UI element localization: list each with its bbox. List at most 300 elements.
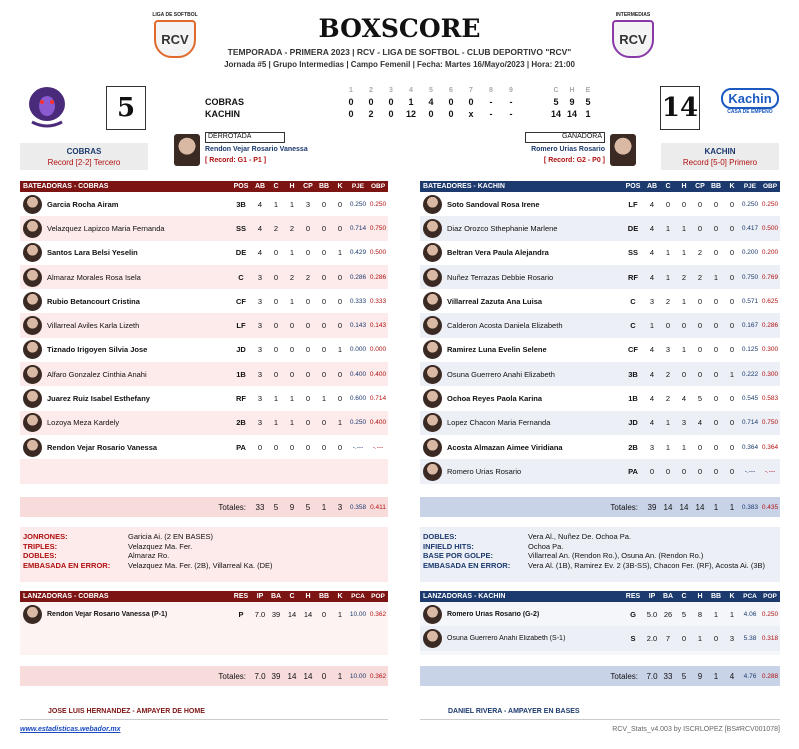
stat-cell: 3 bbox=[257, 369, 263, 379]
stat-cell: 0 bbox=[681, 321, 687, 331]
player-photo bbox=[423, 243, 442, 262]
obp-cell: 0.750 bbox=[369, 224, 387, 232]
kachin-logo: Kachin CASA DE EMPEÑO bbox=[720, 88, 780, 128]
player-name: Rendon Vejar Rosario Vanessa bbox=[47, 442, 158, 452]
rhe-value: 9 bbox=[569, 97, 575, 107]
inning-number: 2 bbox=[369, 87, 373, 94]
stat-cell: 2 bbox=[665, 394, 671, 404]
stat-cell: 14 bbox=[287, 609, 297, 619]
avg-cell: 0.167 bbox=[741, 322, 759, 330]
player-photo bbox=[23, 340, 42, 359]
stat-cell: 0 bbox=[713, 633, 719, 643]
table-row bbox=[20, 313, 388, 337]
player-name: Rendon Vejar Rosario Vanessa (P-1) bbox=[47, 610, 168, 618]
avg-cell: 0.125 bbox=[741, 346, 759, 354]
avg-cell: -.--- bbox=[352, 443, 364, 451]
stat-cell: 2 bbox=[665, 369, 671, 379]
stat-cell: 0 bbox=[273, 369, 279, 379]
obp-cell: 0.500 bbox=[761, 224, 779, 232]
inning-score: 0 bbox=[468, 97, 474, 107]
stat-cell: 0 bbox=[697, 296, 703, 306]
note-label: INFIELD HITS: bbox=[423, 541, 474, 551]
stat-cell: 0 bbox=[305, 296, 311, 306]
stat-cell: 0 bbox=[649, 466, 655, 476]
position: P bbox=[238, 609, 244, 619]
stat-cell: 0 bbox=[713, 442, 719, 452]
player-name: Ramirez Luna Evelin Selene bbox=[447, 345, 547, 355]
player-name: Diaz Orozco Sthephanie Marlene bbox=[447, 223, 558, 233]
avg-cell: 0.333 bbox=[349, 297, 367, 305]
obp-cell: 0.286 bbox=[761, 322, 779, 330]
total-cell: 0.358 bbox=[349, 503, 367, 511]
stat-cell: 1 bbox=[337, 418, 343, 428]
stat-cell: 4 bbox=[649, 272, 655, 282]
inning-number: 9 bbox=[509, 87, 513, 94]
position: 1B bbox=[628, 394, 638, 404]
player-photo bbox=[23, 195, 42, 214]
avg-cell: 5.38 bbox=[743, 634, 757, 642]
stat-cell: 0 bbox=[321, 272, 327, 282]
avg-cell: 10.00 bbox=[349, 610, 367, 618]
total-cell: 7.0 bbox=[646, 671, 658, 681]
position: 2B bbox=[628, 442, 638, 452]
table-row bbox=[420, 241, 780, 265]
total-cell: 14 bbox=[663, 502, 673, 512]
table-row bbox=[420, 435, 780, 459]
stat-cell: 0 bbox=[729, 466, 735, 476]
player-name: Beltran Vera Paula Alejandra bbox=[447, 248, 549, 258]
stat-cell: 1 bbox=[289, 394, 295, 404]
loser-photo bbox=[174, 134, 200, 166]
stat-cell: 1 bbox=[273, 394, 279, 404]
note-row bbox=[23, 551, 385, 561]
position: S bbox=[630, 633, 636, 643]
obp-cell: 0.143 bbox=[369, 322, 387, 330]
position: 3B bbox=[236, 199, 246, 209]
stat-cell: 1 bbox=[289, 199, 295, 209]
stat-cell: 0 bbox=[305, 248, 311, 258]
table-row bbox=[420, 289, 780, 313]
stat-cell: 4 bbox=[681, 394, 687, 404]
table-row bbox=[20, 411, 388, 435]
total-cell: 5 bbox=[681, 671, 687, 681]
stat-cell: 4 bbox=[697, 418, 703, 428]
stat-cell: 1 bbox=[273, 418, 279, 428]
stat-cell: 0 bbox=[273, 248, 279, 258]
stat-cell: 14 bbox=[303, 609, 313, 619]
player-photo bbox=[23, 413, 42, 432]
table-row bbox=[20, 602, 388, 626]
note-value: Almaraz Ro. bbox=[128, 551, 170, 560]
stat-cell: 1 bbox=[697, 633, 703, 643]
inning-number: 4 bbox=[409, 87, 413, 94]
stat-cell: 4 bbox=[649, 394, 655, 404]
winner-photo bbox=[610, 134, 636, 166]
inning-number: 7 bbox=[469, 87, 473, 94]
away-team-name: COBRAS bbox=[66, 147, 102, 156]
avg-cell: 0.545 bbox=[741, 395, 759, 403]
stat-cell: 0 bbox=[305, 418, 311, 428]
obp-cell: -.--- bbox=[764, 467, 776, 475]
note-row bbox=[423, 542, 777, 552]
player-name: Velazquez Lapizco Maria Fernanda bbox=[47, 223, 165, 233]
home-team-name: KACHIN bbox=[704, 147, 736, 156]
stat-cell: 3 bbox=[649, 296, 655, 306]
stat-cell: 0 bbox=[305, 394, 311, 404]
group-logo: INTERMEDIAS RCV bbox=[608, 12, 658, 60]
stat-cell: 1 bbox=[337, 609, 343, 619]
position: LF bbox=[628, 199, 638, 209]
table-row bbox=[420, 386, 780, 410]
stat-cell: 4 bbox=[649, 223, 655, 233]
inning-number: 1 bbox=[349, 87, 353, 94]
total-cell: 0.411 bbox=[370, 503, 386, 511]
stat-cell: 0 bbox=[305, 345, 311, 355]
inning-score: - bbox=[509, 109, 513, 119]
position: 2B bbox=[236, 418, 246, 428]
stat-cell: 1 bbox=[681, 296, 687, 306]
total-cell: 5 bbox=[273, 502, 279, 512]
inning-score: - bbox=[509, 97, 513, 107]
position: JD bbox=[236, 345, 246, 355]
position: DE bbox=[627, 223, 639, 233]
avg-cell: 0.250 bbox=[741, 200, 759, 208]
player-photo bbox=[23, 268, 42, 287]
inning-score: x bbox=[468, 109, 474, 119]
player-photo bbox=[23, 605, 42, 624]
stat-cell: 1 bbox=[289, 418, 295, 428]
total-cell: 14 bbox=[679, 502, 689, 512]
total-cell: 0.435 bbox=[761, 503, 779, 511]
inning-score: 0 bbox=[368, 97, 374, 107]
player-photo bbox=[23, 365, 42, 384]
player-name: Soto Sandoval Rosa Irene bbox=[447, 199, 540, 209]
home-batting-rows bbox=[420, 192, 780, 484]
player-name: Ochoa Reyes Paola Karina bbox=[447, 394, 543, 404]
table-row bbox=[420, 362, 780, 386]
player-name: Osuna Guerrero Anahi Elizabeth bbox=[447, 369, 555, 379]
stat-cell: 3 bbox=[257, 345, 263, 355]
table-row bbox=[420, 459, 780, 483]
note-value: Vera Al. (1B), Ramirez Ev. 2 (3B-SS), Chacon Fer. (RF), Acosta Ai. (3B) bbox=[528, 560, 766, 570]
rhe-value: 5 bbox=[585, 97, 591, 107]
stat-cell: 0 bbox=[289, 345, 295, 355]
stat-cell: 4 bbox=[649, 345, 655, 355]
avg-cell: 0.750 bbox=[741, 273, 759, 281]
stat-cell: 2 bbox=[273, 223, 279, 233]
stat-cell: 3 bbox=[729, 633, 735, 643]
stat-cell: 0 bbox=[713, 369, 719, 379]
inning-score: 0 bbox=[428, 109, 434, 119]
player-name: Juarez Ruiz Isabel Esthefany bbox=[47, 394, 150, 404]
home-notes bbox=[420, 527, 780, 582]
player-name: Osuna Guerrero Anahi Elizabeth (S-1) bbox=[447, 634, 566, 642]
note-row bbox=[423, 551, 777, 561]
inning-score: 2 bbox=[368, 109, 374, 119]
position: CF bbox=[628, 345, 638, 355]
obp-cell: 0.500 bbox=[369, 249, 387, 257]
total-cell: 9 bbox=[697, 671, 703, 681]
avg-cell: 0.714 bbox=[349, 224, 367, 232]
inning-score: 4 bbox=[428, 97, 434, 107]
player-photo bbox=[423, 292, 442, 311]
stat-cell: 0 bbox=[697, 442, 703, 452]
home-batting-table bbox=[420, 181, 780, 484]
note-label: TRIPLES: bbox=[23, 541, 58, 551]
player-photo bbox=[23, 438, 42, 457]
stat-cell: 0 bbox=[729, 394, 735, 404]
stat-cell: 2 bbox=[665, 296, 671, 306]
total-cell: 14 bbox=[303, 671, 313, 681]
stat-cell: 3 bbox=[257, 321, 263, 331]
table-row bbox=[20, 386, 388, 410]
player-photo bbox=[423, 413, 442, 432]
table-row bbox=[420, 602, 780, 626]
player-photo bbox=[23, 316, 42, 335]
home-score: 14 bbox=[660, 86, 700, 130]
rhe-label: E bbox=[585, 87, 591, 94]
bases-umpire: DANIEL RIVERA - AMPAYER EN BASES bbox=[420, 708, 780, 720]
position: DE bbox=[235, 248, 247, 258]
stat-cell: 3 bbox=[257, 418, 263, 428]
stat-cell: 0 bbox=[289, 321, 295, 331]
stat-cell: 0 bbox=[681, 633, 687, 643]
table-row bbox=[420, 265, 780, 289]
total-cell: 5 bbox=[305, 502, 311, 512]
table-row bbox=[420, 411, 780, 435]
inning-number: 3 bbox=[389, 87, 393, 94]
player-name: Nuñez Terrazas Debbie Rosario bbox=[447, 272, 554, 282]
stat-cell: 2 bbox=[289, 272, 295, 282]
group-shield-icon: RCV bbox=[612, 20, 654, 58]
player-name: Acosta Almazan Aimee Viridiana bbox=[447, 442, 563, 452]
winner-record: [ Record: G2 - P0 ] bbox=[543, 157, 605, 164]
stat-cell: 4 bbox=[649, 369, 655, 379]
stat-cell: 7.0 bbox=[254, 609, 266, 619]
empty-row bbox=[20, 459, 388, 483]
stat-cell: 0 bbox=[337, 442, 343, 452]
total-cell: 1 bbox=[713, 671, 719, 681]
away-pitching-table bbox=[20, 591, 388, 655]
position: PA bbox=[236, 442, 246, 452]
stat-cell: 0 bbox=[321, 199, 327, 209]
player-photo bbox=[423, 629, 442, 648]
total-cell: 1 bbox=[729, 502, 735, 512]
away-team-card bbox=[20, 143, 148, 170]
rhe-value: 5 bbox=[553, 97, 559, 107]
avg-cell: 0.714 bbox=[741, 419, 759, 427]
total-cell: 7.0 bbox=[254, 671, 266, 681]
stat-cell: 1 bbox=[729, 609, 735, 619]
total-cell: 33 bbox=[255, 502, 265, 512]
player-photo bbox=[423, 389, 442, 408]
player-name: Almaraz Morales Rosa Isela bbox=[47, 272, 141, 282]
stat-cell: 0 bbox=[713, 466, 719, 476]
player-name: Villarreal Zazuta Ana Luisa bbox=[447, 296, 543, 306]
player-name: Villarreal Aviles Karla Lizeth bbox=[47, 321, 140, 331]
league-shield-icon: RCV bbox=[154, 20, 196, 58]
loser-name: Rendon Vejar Rosario Vanessa bbox=[205, 146, 308, 153]
player-photo bbox=[423, 462, 442, 481]
obp-cell: 0.400 bbox=[369, 370, 387, 378]
avg-cell: 0.600 bbox=[349, 395, 367, 403]
home-pitching-header: LANZADORAS - KACHIN RES IP BA C H BB K PCA POP bbox=[420, 591, 780, 602]
inning-score: - bbox=[489, 109, 493, 119]
stat-cell: 2 bbox=[681, 272, 687, 282]
stat-cell: 1 bbox=[681, 345, 687, 355]
stat-cell: 0 bbox=[713, 199, 719, 209]
loser-record: [ Record: G1 - P1 ] bbox=[205, 157, 267, 164]
home-batting-totals bbox=[420, 497, 780, 517]
stat-cell: 0 bbox=[729, 442, 735, 452]
stat-cell: 0 bbox=[337, 296, 343, 306]
rhe-label: C bbox=[553, 87, 559, 94]
website-link[interactable]: www.estadisticas.webador.mx bbox=[20, 726, 121, 733]
avg-cell: 0.364 bbox=[741, 443, 759, 451]
stat-cell: 0 bbox=[305, 321, 311, 331]
avg-cell: 0.250 bbox=[349, 419, 367, 427]
position: C bbox=[238, 272, 244, 282]
stat-cell: 8 bbox=[697, 609, 703, 619]
avg-cell: 0.571 bbox=[741, 297, 759, 305]
away-team-record: Record [2-2] Tercero bbox=[47, 158, 121, 167]
away-score: 5 bbox=[106, 86, 146, 130]
player-name: Lozoya Meza Kardely bbox=[47, 418, 120, 428]
position: LF bbox=[236, 321, 246, 331]
home-team-record: Record [5-0] Primero bbox=[682, 158, 758, 167]
table-row bbox=[20, 192, 388, 216]
inning-header bbox=[345, 87, 525, 95]
stat-cell: 0 bbox=[729, 199, 735, 209]
rhe-value: 14 bbox=[566, 109, 577, 119]
stat-cell: 2.0 bbox=[646, 633, 658, 643]
stat-cell: 7 bbox=[665, 633, 671, 643]
home-pitching-rows bbox=[420, 602, 780, 651]
player-photo bbox=[423, 219, 442, 238]
stat-cell: 0 bbox=[321, 223, 327, 233]
avg-cell: 0.250 bbox=[349, 200, 367, 208]
page-title: BOXSCORE bbox=[318, 14, 481, 43]
position: C bbox=[630, 321, 636, 331]
stat-cell: 3 bbox=[257, 394, 263, 404]
total-cell: 1 bbox=[337, 671, 343, 681]
season-line: TEMPORADA - PRIMERA 2023 | RCV - LIGA DE SOFTBOL - CLUB DEPORTIVO "RCV" bbox=[227, 47, 572, 57]
stat-cell: 0 bbox=[697, 345, 703, 355]
stat-cell: 0 bbox=[729, 272, 735, 282]
stat-cell: 0 bbox=[321, 418, 327, 428]
home-umpire: JOSE LUIS HERNANDEZ - AMPAYER DE HOME bbox=[20, 708, 388, 720]
obp-cell: 0.200 bbox=[761, 249, 779, 257]
stat-cell: 0 bbox=[713, 394, 719, 404]
stat-cell: 0 bbox=[289, 442, 295, 452]
player-name: Santos Lara Belsi Yeselin bbox=[47, 248, 138, 258]
stat-cell: 1 bbox=[337, 248, 343, 258]
version-text: RCV_Stats_v4.003 by ISCRLOPEZ [BS#RCV001078] bbox=[612, 726, 780, 733]
inning-score: 0 bbox=[348, 109, 354, 119]
loser-label: DERROTADA bbox=[205, 132, 285, 143]
obp-cell: 0.250 bbox=[761, 610, 779, 618]
note-row bbox=[23, 542, 385, 552]
player-name: Tiznado Irigoyen Silvia Jose bbox=[47, 345, 148, 355]
position: RF bbox=[628, 272, 638, 282]
stat-cell: 0 bbox=[697, 369, 703, 379]
stat-cell: 0 bbox=[681, 466, 687, 476]
stat-cell: 4 bbox=[257, 248, 263, 258]
stat-cell: 1 bbox=[729, 369, 735, 379]
player-name: Rubio Betancourt Cristina bbox=[47, 296, 140, 306]
note-label: JONRONES: bbox=[23, 532, 68, 541]
rhe-label: H bbox=[569, 87, 575, 94]
position: C bbox=[630, 296, 636, 306]
stat-cell: 39 bbox=[271, 609, 281, 619]
inning-score: 1 bbox=[408, 97, 414, 107]
stat-cell: 1 bbox=[649, 321, 655, 331]
stat-cell: 2 bbox=[305, 272, 311, 282]
stat-cell: 0 bbox=[257, 442, 263, 452]
stat-cell: 3 bbox=[305, 199, 311, 209]
total-cell: 1 bbox=[321, 502, 327, 512]
table-row bbox=[20, 241, 388, 265]
player-name: Calderon Acosta Daniela Elizabeth bbox=[447, 321, 563, 331]
stat-cell: 0 bbox=[713, 223, 719, 233]
stat-cell: 4 bbox=[649, 418, 655, 428]
stat-cell: 0 bbox=[337, 272, 343, 282]
stat-cell: 1 bbox=[665, 272, 671, 282]
avg-cell: 0.000 bbox=[349, 346, 367, 354]
stat-cell: 3 bbox=[681, 418, 687, 428]
stat-cell: 0 bbox=[273, 345, 279, 355]
stat-cell: 26 bbox=[663, 609, 673, 619]
linescore bbox=[205, 87, 591, 123]
stat-cell: 3 bbox=[649, 442, 655, 452]
note-row bbox=[423, 532, 777, 542]
stat-cell: 1 bbox=[665, 418, 671, 428]
away-notes bbox=[20, 527, 388, 582]
player-name: Romero Urias Rosario (G-2) bbox=[447, 610, 540, 618]
avg-cell: 4.06 bbox=[743, 610, 757, 618]
table-row bbox=[20, 362, 388, 386]
table-row bbox=[20, 435, 388, 459]
stat-cell: 0 bbox=[713, 296, 719, 306]
note-value: Ochoa Pa. bbox=[528, 541, 564, 551]
obp-cell: -.--- bbox=[372, 443, 384, 451]
player-photo bbox=[423, 605, 442, 624]
stat-cell: 0 bbox=[321, 369, 327, 379]
obp-cell: 0.250 bbox=[761, 200, 779, 208]
stat-cell: 0 bbox=[305, 223, 311, 233]
note-value: Vera Al., Nuñez De. Ochoa Pa. bbox=[528, 532, 631, 541]
player-photo bbox=[423, 316, 442, 335]
stat-cell: 5 bbox=[681, 609, 687, 619]
position: CF bbox=[236, 296, 246, 306]
total-cell: 4 bbox=[729, 671, 735, 681]
stat-cell: 0 bbox=[321, 321, 327, 331]
total-cell: 0 bbox=[321, 671, 327, 681]
total-cell: 0.383 bbox=[741, 503, 759, 511]
obp-cell: 0.250 bbox=[369, 200, 387, 208]
table-row bbox=[20, 265, 388, 289]
player-photo bbox=[423, 438, 442, 457]
player-photo bbox=[23, 389, 42, 408]
rhe-header bbox=[550, 87, 600, 95]
obp-cell: 0.625 bbox=[761, 297, 779, 305]
note-row bbox=[423, 561, 777, 571]
player-name: Alfaro Gonzalez Cinthia Anahi bbox=[47, 369, 147, 379]
total-cell: 14 bbox=[695, 502, 705, 512]
obp-cell: 0.769 bbox=[761, 273, 779, 281]
stat-cell: 0 bbox=[729, 345, 735, 355]
total-cell: 39 bbox=[647, 502, 657, 512]
